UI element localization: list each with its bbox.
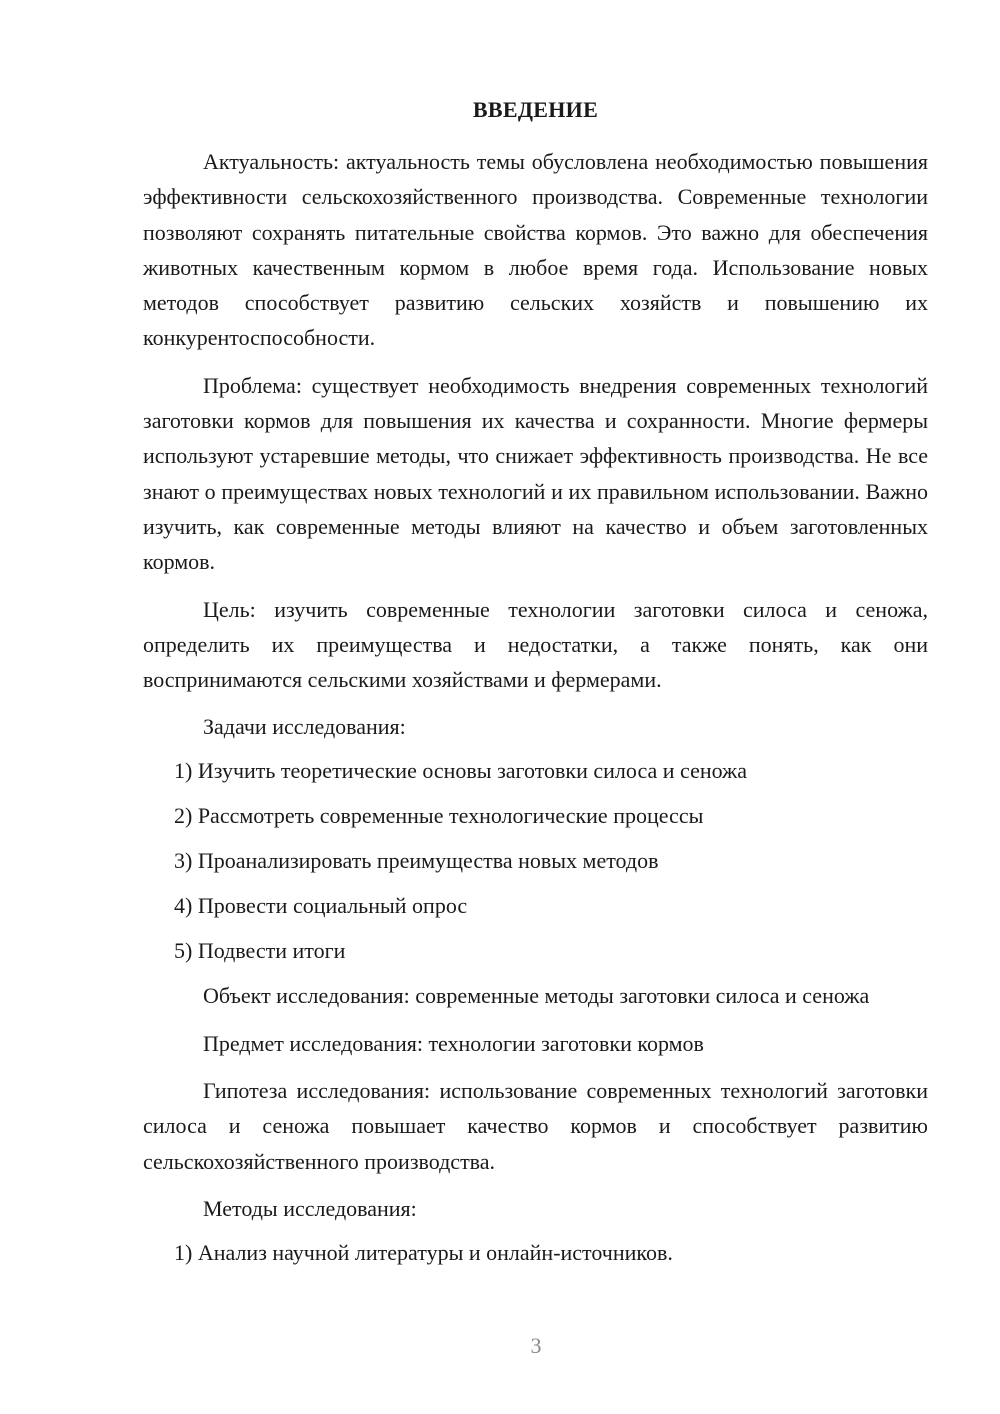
- list-item: 1) Изучить теоретические основы заготовки силоса и сеножа: [174, 758, 748, 784]
- problem-paragraph: Проблема: существует необходимость внедрения современных технологий заготовки кормов для повышения их качества и сохранности. Многие фермеры используют устаревшие методы, что снижает эффективность производства. Не все знают о преимуществах новых технологий и их правильном использовании. Важно изучить, как современные методы влияют на качество и объем заготовленных кормов.: [143, 372, 928, 575]
- section-title: ВВЕДЕНИЕ: [472, 97, 599, 122]
- document-page: [143, 92, 928, 1280]
- subject-paragraph: Предмет исследования: технологии заготовки кормов: [203, 1030, 704, 1056]
- methods-list: [143, 1235, 928, 1270]
- list-item: 2) Рассмотреть современные технологические процессы: [174, 803, 704, 829]
- goal-paragraph: Цель: изучить современные технологии заготовки силоса и сеножа, определить их преимущества и недостатки, а также понять, как они воспринимаются сельскими хозяйствами и фермерами.: [143, 596, 928, 693]
- tasks-label: Задачи исследования:: [203, 714, 406, 740]
- list-item: 1) Анализ научной литературы и онлайн-источников.: [174, 1239, 673, 1265]
- tasks-list: [143, 753, 928, 968]
- list-item: 5) Подвести итоги: [174, 938, 346, 964]
- page-number: 3: [530, 1333, 542, 1358]
- methods-label: Методы исследования:: [203, 1195, 417, 1221]
- list-item: 3) Проанализировать преимущества новых методов: [174, 848, 659, 874]
- list-item: 4) Провести социальный опрос: [174, 893, 468, 919]
- object-paragraph: Объект исследования: современные методы заготовки силоса и сеножа: [203, 983, 870, 1009]
- hypothesis-paragraph: Гипотеза исследования: использование современных технологий заготовки силоса и сеножа повышает качество кормов и способствует развитию сельскохозяйственного производства.: [143, 1078, 928, 1174]
- relevance-paragraph: Актуальность: актуальность темы обусловлена необходимостью повышения эффективности сельскохозяйственного производства. Современные технологии позволяют сохранять питательные свойства кормов. Это важно для обеспечения животных качественным кормом в любое время года. Использование новых методов способствует развитию сельских хозяйств и повышению их конкурентоспособности.: [143, 149, 928, 351]
